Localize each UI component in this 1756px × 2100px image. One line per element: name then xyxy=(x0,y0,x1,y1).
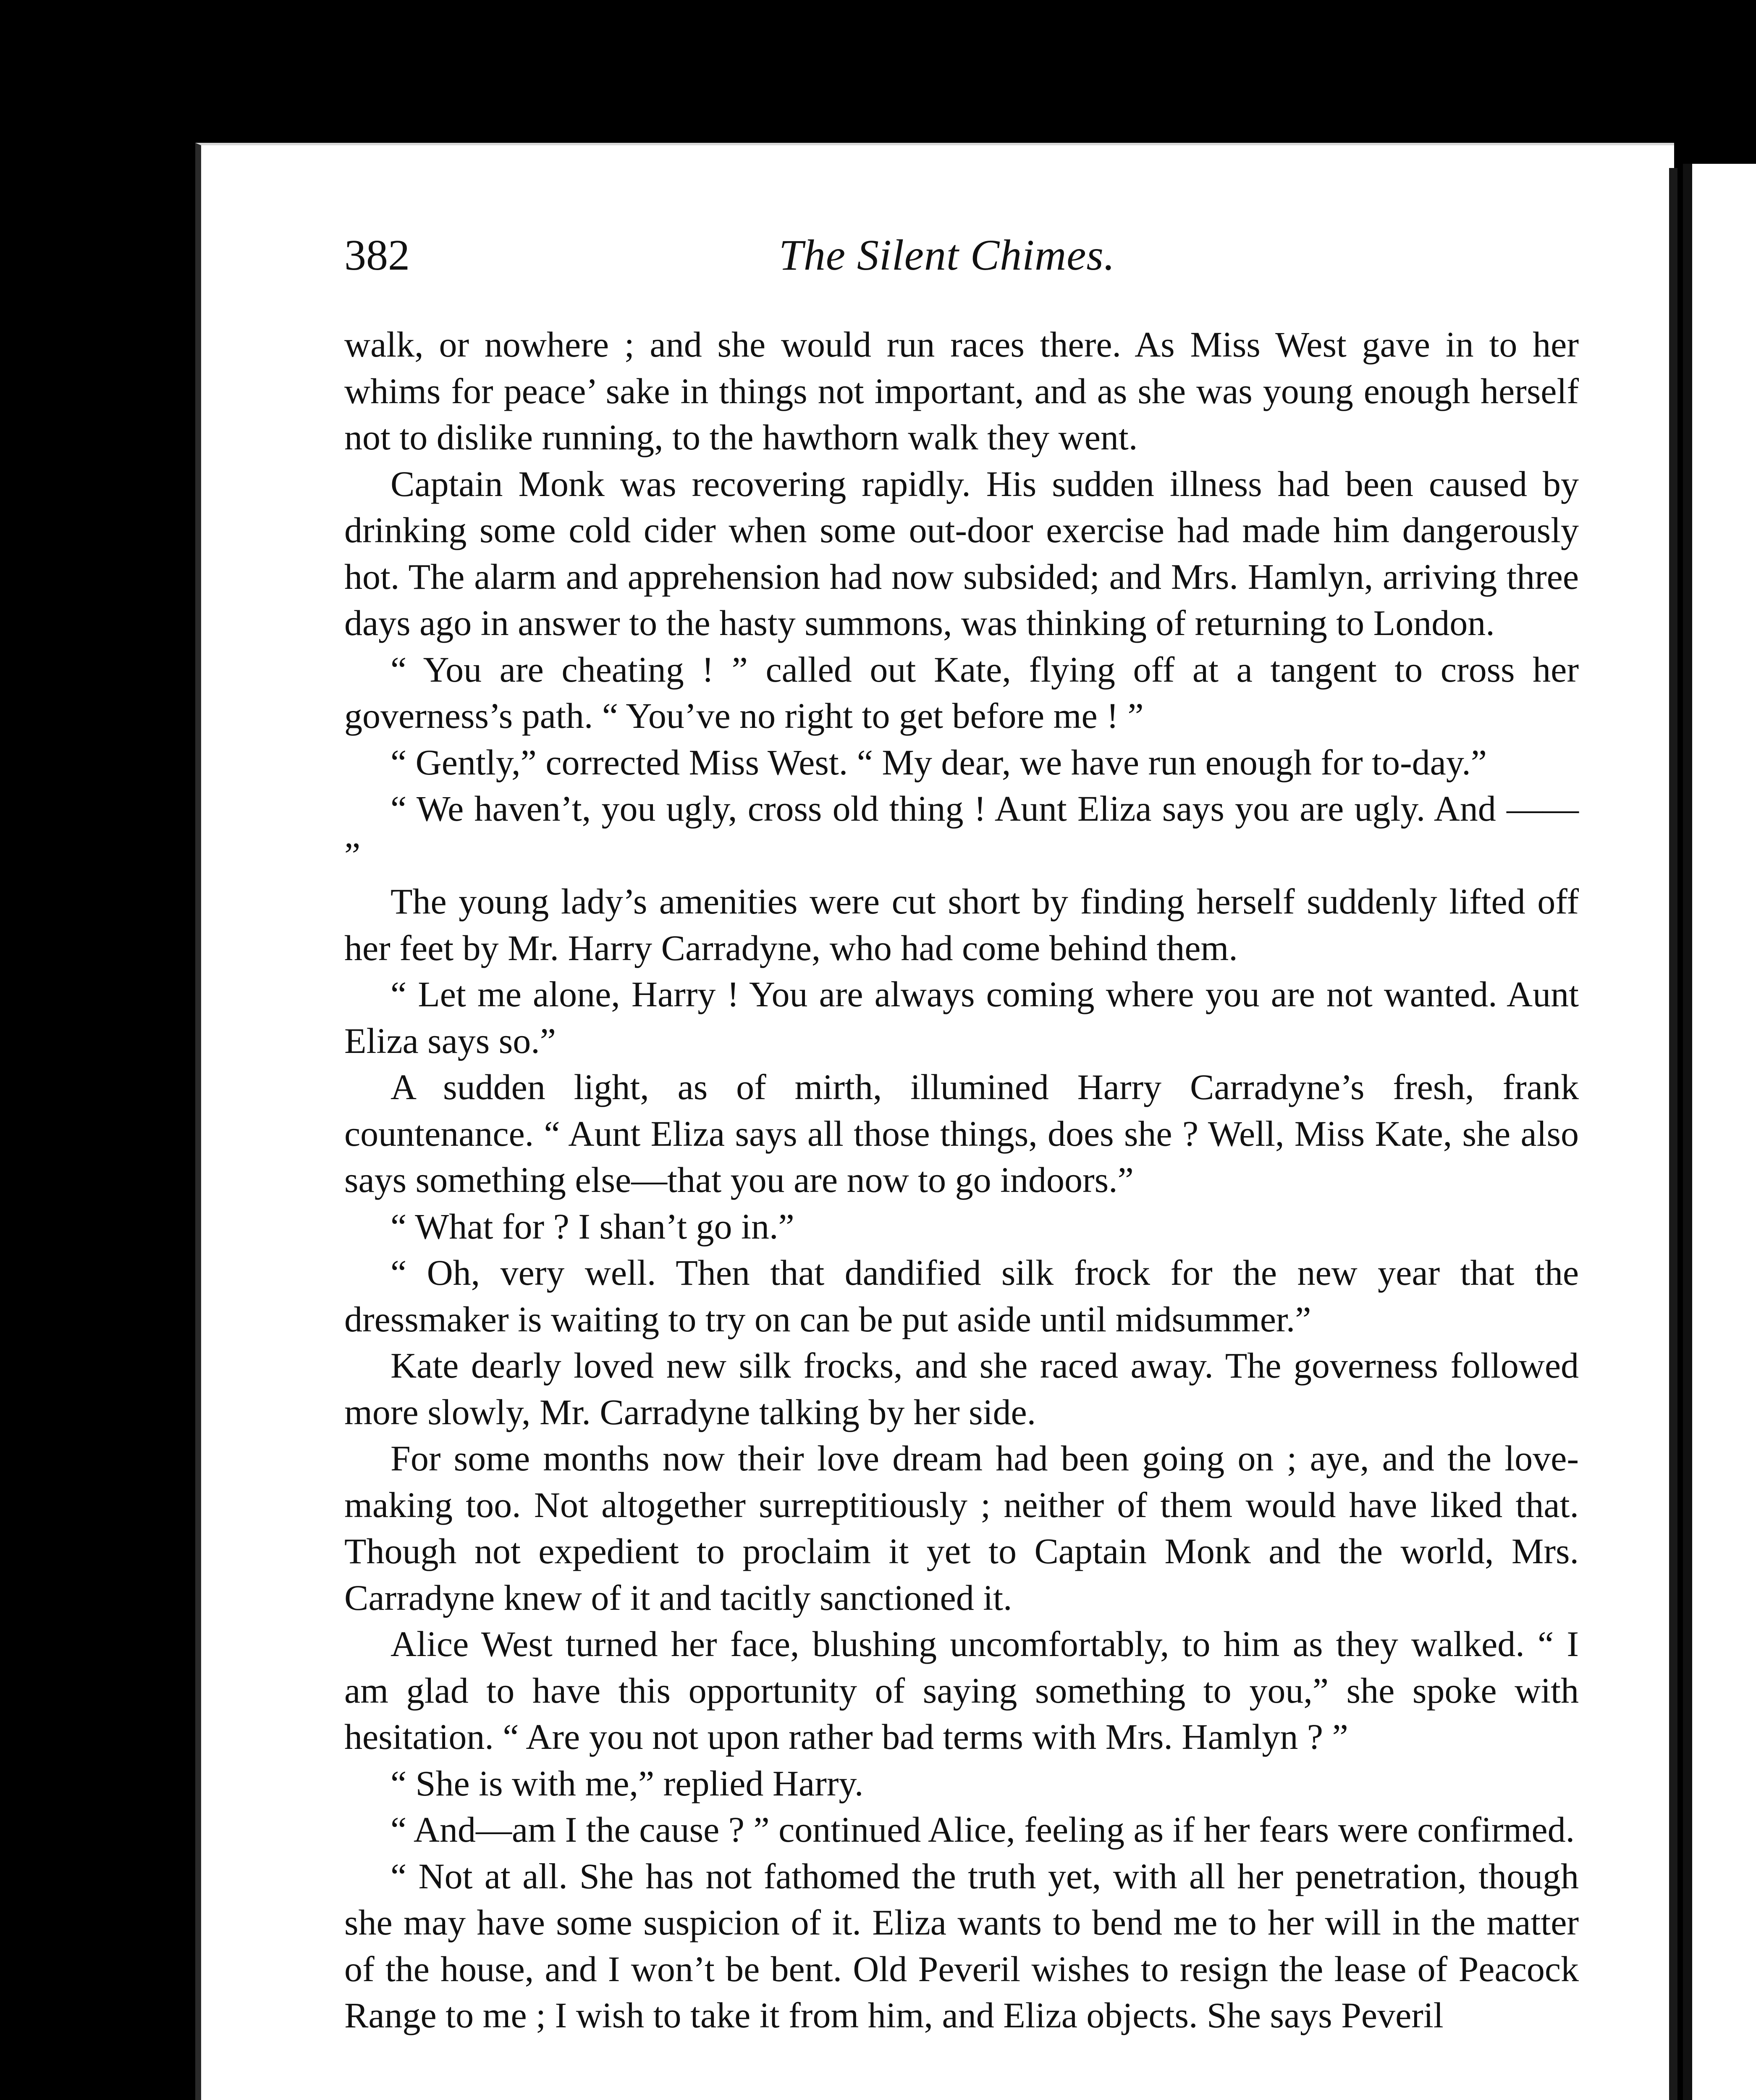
paragraph: “ She is with me,” replied Harry. xyxy=(391,1763,864,1803)
paragraph: For some months now their love dream had been going on ; aye, and the love-making too. Not altogether surreptitiously ; neither of them would have liked that. Though not expedient to proclaim it yet to Captain Monk and the world, Mrs. Carradyne knew of it and tacitly sanctioned it. xyxy=(344,1438,1579,1618)
paragraph: “ And—am I the cause ? ” continued Alice, feeling as if her fears were confirmed. xyxy=(391,1809,1575,1850)
paragraph: “ Oh, very well. Then that dandified silk frock for the new year that the dressmaker is waiting to try on can be put aside until midsummer.” xyxy=(344,1252,1579,1339)
page-number: 382 xyxy=(344,231,410,279)
paragraph: “ We haven’t, you ugly, cross old thing ! Aunt Eliza says you are ugly. And —— ” xyxy=(344,788,1579,875)
page-header xyxy=(344,230,1583,285)
paragraph: “ Not at all. She has not fathomed the truth yet, with all her penetration, though she may have some suspicion of it. Eliza wants to bend me to her will in the matter of the house, and I won’t be bent. Old Peveril wishes to resign the lease of Peacock Range to me ; I wish to take it from him, and Eliza objects. She says Peveril xyxy=(344,1856,1579,2035)
paragraph: walk, or nowhere ; and she would run races there. As Miss West gave in to her whims for peace’ sake in things not important, and as she was young enough herself not to dislike running, to the hawthorn walk they went. xyxy=(344,324,1579,457)
paragraph: “ Gently,” corrected Miss West. “ My dear, we have run enough for to-day.” xyxy=(391,742,1487,782)
paragraph: “ Let me alone, Harry ! You are always coming where you are not wanted. Aunt Eliza says so.” xyxy=(344,974,1579,1061)
paragraph: “ You are cheating ! ” called out Kate, flying off at a tangent to cross her governess’s path. “ You’ve no right to get before me ! ” xyxy=(344,649,1579,736)
body-text xyxy=(344,321,1579,2039)
paragraph: Kate dearly loved new silk frocks, and she raced away. The governess followed more slowly, Mr. Carradyne talking by her side. xyxy=(344,1345,1579,1432)
running-title: The Silent Chimes. xyxy=(779,231,1115,279)
paragraph: Captain Monk was recovering rapidly. His sudden illness had been caused by drinking some cold cider when some out-door exercise had made him dangerously hot. The alarm and apprehension had now subsided; and Mrs. Hamlyn, arriving three days ago in answer to the hasty summons, was thinking of returning to London. xyxy=(344,463,1579,643)
paragraph: Alice West turned her face, blushing uncomfortably, to him as they walked. “ I am glad to have this opportunity of saying something to you,” she spoke with hesitation. “ Are you not upon rather bad terms with Mrs. Hamlyn ? ” xyxy=(344,1624,1579,1757)
paragraph: “ What for ? I shan’t go in.” xyxy=(391,1206,794,1247)
paragraph: The young lady’s amenities were cut short by finding herself suddenly lifted off her feet by Mr. Harry Carradyne, who had come behind them. xyxy=(344,881,1579,968)
adjacent-page-edge xyxy=(1683,164,1756,2100)
page-gutter-shadow xyxy=(1669,168,1677,2100)
paragraph: A sudden light, as of mirth, illumined Harry Carradyne’s fresh, frank countenance. “ Aunt Eliza says all those things, does she ? Well, Miss Kate, she also says something else—that you are now to go indoors.” xyxy=(344,1067,1579,1200)
